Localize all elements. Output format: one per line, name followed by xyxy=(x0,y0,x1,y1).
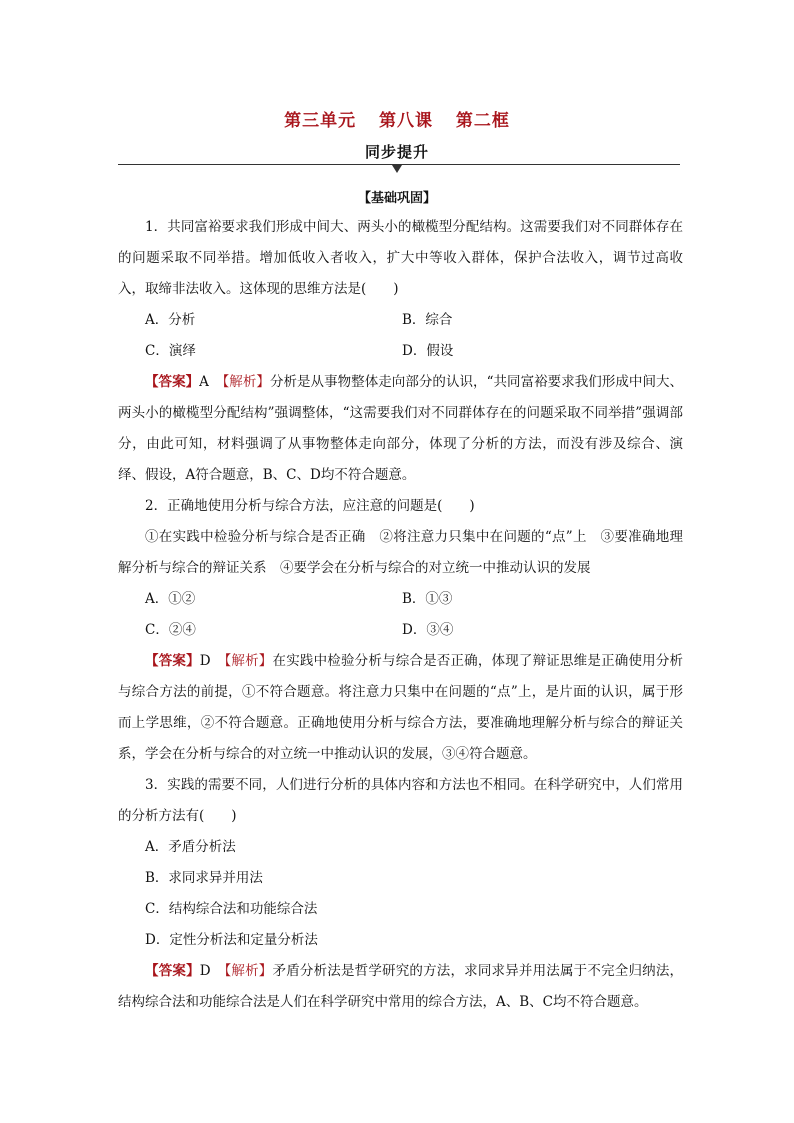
question-1-options-row-2 xyxy=(118,336,683,367)
question-3-analysis: 矛盾分析法是哲学研究的方法，求同求异并用法属于不完全归纳法，结构综合法和功能综合法是人们在科学研究中常用的综合方法，A、B、C均不符合题意。 xyxy=(118,963,684,1010)
triangle-pointer-icon xyxy=(392,165,402,173)
question-1-option-a: A．分析 xyxy=(145,312,196,328)
question-1-option-d: D．假设 xyxy=(402,343,454,359)
question-3-option-b: B．求同求异并用法 xyxy=(145,870,263,886)
question-2-items: ①在实践中检验分析与综合是否正确 ②将注意力只集中在问题的“点”上 ③要准确地理解分析与综合的辩证关系 ④要学会在分析与综合的对立统一中推动认识的发展 xyxy=(118,529,683,576)
question-1-answer xyxy=(118,367,683,491)
lesson-title: 第八课 xyxy=(379,111,433,131)
question-2-stem: 2．正确地使用分析与综合方法，应注意的问题是( ) xyxy=(145,498,475,514)
question-1-analysis: 分析是从事物整体走向部分的认识，“共同富裕要求我们形成中间大、两头小的橄榄型分配结构”强调整体，“这需要我们对不同群体存在的问题采取不同举措”强调部分，由此可知，材料强调了从事物整体走向部分，体现了分析的方法，而没有涉及综合、演绎、假设，A符合题意，B、C、D均不符合题意。 xyxy=(118,374,684,483)
section-heading: 【基础巩固】 xyxy=(357,191,436,206)
frame-title: 第二框 xyxy=(455,111,510,131)
question-3-option-d: D．定性分析法和定量分析法 xyxy=(145,932,318,948)
page-subtitle: 同步提升 xyxy=(364,143,429,161)
question-2-option-b: B．①③ xyxy=(402,591,453,607)
question-list xyxy=(118,212,683,1018)
analysis-label: 【解析】 xyxy=(222,374,270,390)
question-3-option-c: C．结构综合法和功能综合法 xyxy=(145,901,318,917)
question-2-options-row-2 xyxy=(118,615,683,646)
answer-label: 【答案】 xyxy=(145,653,200,669)
question-2-option-c: C．②④ xyxy=(145,622,196,638)
answer-label: 【答案】 xyxy=(145,374,200,390)
page-title xyxy=(0,106,794,131)
question-1-stem: 1．共同富裕要求我们形成中间大、两头小的橄榄型分配结构。这需要我们对不同群体存在的问题采取不同举措。增加低收入者收入，扩大中等收入群体，保护合法收入，调节过高收入，取缔非法收入。这体现的思维方法是( ) xyxy=(118,219,683,297)
analysis-label: 【解析】 xyxy=(224,963,273,979)
question-1-answer-value: A xyxy=(199,374,209,390)
answer-label: 【答案】 xyxy=(145,963,200,979)
question-3-answer-value: D xyxy=(199,963,211,979)
question-3-answer xyxy=(118,956,683,1018)
question-1-option-c: C．演绎 xyxy=(145,343,196,359)
question-2-analysis: 在实践中检验分析与综合是否正确，体现了辩证思维是正确使用分析与综合方法的前提，①不符合题意。将注意力只集中在问题的“点”上，是片面的认识，属于形而上学思维，②不符合题意。正确地使用分析与综合方法，要准确地理解分析与综合的辩证关系，学会在分析与综合的对立统一中推动认识的发展，③④符合题意。 xyxy=(118,653,684,762)
question-3-stem: 3．实践的需要不同，人们进行分析的具体内容和方法也不相同。在科学研究中，人们常用的分析方法有( ) xyxy=(118,777,683,824)
question-3-option-a: A．矛盾分析法 xyxy=(145,839,236,855)
question-2-option-d: D．③④ xyxy=(402,622,454,638)
question-1-option-b: B．综合 xyxy=(402,312,453,328)
question-1-options-row-1 xyxy=(118,305,683,336)
question-2-options-row-1 xyxy=(118,584,683,615)
question-2-answer-value: D xyxy=(199,653,211,669)
question-2-answer xyxy=(118,646,683,770)
question-2-option-a: A．①② xyxy=(145,591,196,607)
analysis-label: 【解析】 xyxy=(224,653,273,669)
unit-title: 第三单元 xyxy=(284,111,357,131)
